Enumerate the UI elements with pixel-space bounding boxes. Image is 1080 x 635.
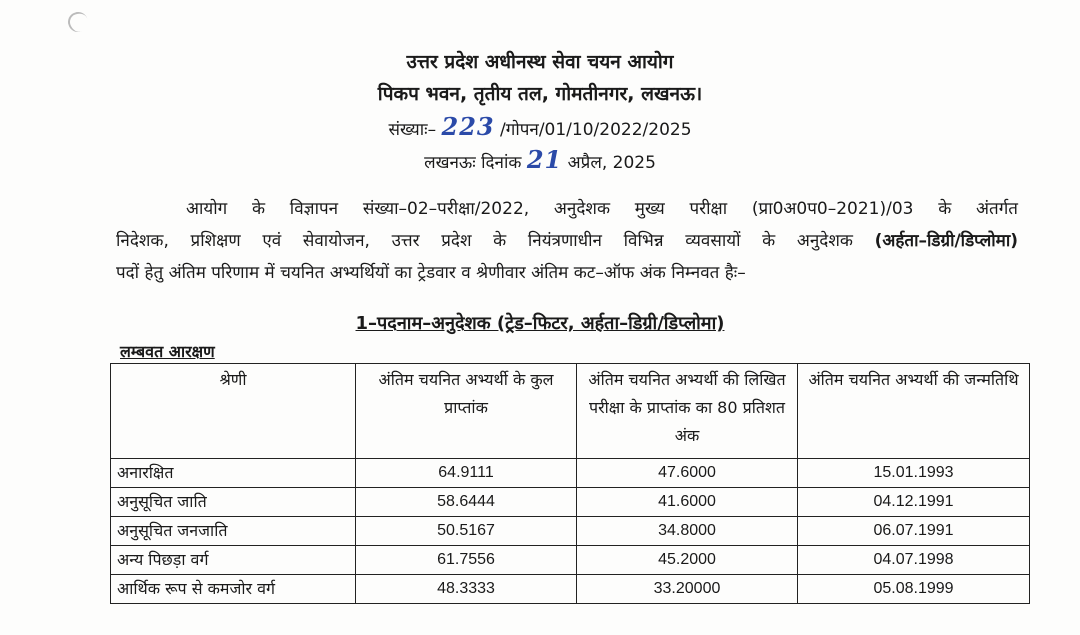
written-80-cell: 34.8000 [577, 517, 798, 546]
table-row [111, 575, 1030, 604]
category-cell: अनुसूचित जाति [111, 488, 356, 517]
handwritten-ref-number: 223 [441, 112, 495, 141]
dob-cell: 04.07.1998 [798, 546, 1030, 575]
dob-cell: 15.01.1993 [798, 459, 1030, 488]
cutoff-table [110, 363, 1030, 604]
body-paragraph-line-2 [116, 228, 1018, 251]
qualification-bold-text: (अर्हता–डिग्री/डिप्लोमा) [874, 231, 1018, 251]
header-written-80-percent: अंतिम चयनित अभ्यर्थी की लिखित परीक्षा के प्राप्तांक का 80 प्रतिशत अंक [577, 364, 798, 459]
written-80-cell: 47.6000 [577, 459, 798, 488]
dob-cell: 04.12.1991 [798, 488, 1030, 517]
category-cell: आर्थिक रूप से कमजोर वर्ग [111, 575, 356, 604]
header-date-of-birth: अंतिम चयनित अभ्यर्थी की जन्मतिथि [798, 364, 1030, 459]
date-line [0, 145, 1080, 174]
table-row [111, 517, 1030, 546]
handwritten-date-day: 21 [526, 145, 563, 174]
date-prefix: लखनऊः दिनांक [424, 153, 522, 173]
table-header-row [111, 364, 1030, 459]
written-80-cell: 33.20000 [577, 575, 798, 604]
total-marks-cell: 48.3333 [356, 575, 577, 604]
body-line-2-text: निदेशक, प्रशिक्षण एवं सेवायोजन, उत्तर प्रदेश के नियंत्रणाधीन विभिन्न व्यवसायों के अनुदेशक [116, 231, 875, 251]
category-cell: अन्य पिछड़ा वर्ग [111, 546, 356, 575]
header-total-marks: अंतिम चयनित अभ्यर्थी के कुल प्राप्तांक [356, 364, 577, 459]
section-heading [0, 311, 1080, 335]
ref-suffix: /गोपन/01/10/2022/2025 [500, 120, 692, 140]
vertical-reservation-subheading: लम्बवत आरक्षण [120, 342, 215, 361]
category-cell: अनारक्षित [111, 459, 356, 488]
written-80-cell: 45.2000 [577, 546, 798, 575]
written-80-cell: 41.6000 [577, 488, 798, 517]
total-marks-cell: 64.9111 [356, 459, 577, 488]
total-marks-cell: 61.7556 [356, 546, 577, 575]
category-cell: अनुसूचित जनजाति [111, 517, 356, 546]
table-row [111, 459, 1030, 488]
total-marks-cell: 50.5167 [356, 517, 577, 546]
reference-number-line [0, 112, 1080, 141]
table-row [111, 546, 1030, 575]
dob-cell: 06.07.1991 [798, 517, 1030, 546]
date-suffix: अप्रैल, 2025 [567, 153, 656, 173]
body-paragraph-line-3: पदों हेतु अंतिम परिणाम में चयनित अभ्यर्थियों का ट्रेडवार व श्रेणीवार अंतिम कट–ऑफ अंक निम्नवत हैः– [116, 263, 746, 283]
header-category: श्रेणी [111, 364, 356, 459]
ref-label: संख्याः– [388, 120, 437, 140]
punch-hole-mark [65, 9, 91, 35]
body-paragraph-line-1: आयोग के विज्ञापन संख्या–02–परीक्षा/2022, अनुदेशक मुख्य परीक्षा (प्रा0अ0प0–2021)/03 के अंतर्गत [186, 199, 1018, 219]
table-row [111, 488, 1030, 517]
org-name: उत्तर प्रदेश अधीनस्थ सेवा चयन आयोग [406, 51, 674, 73]
org-address: पिकप भवन, तृतीय तल, गोमतीनगर, लखनऊ। [377, 83, 703, 105]
total-marks-cell: 58.6444 [356, 488, 577, 517]
section-heading-text: 1–पदनाम–अनुदेशक (ट्रेड–फिटर, अर्हता–डिग्री/डिप्लोमा) [355, 313, 725, 334]
dob-cell: 05.08.1999 [798, 575, 1030, 604]
